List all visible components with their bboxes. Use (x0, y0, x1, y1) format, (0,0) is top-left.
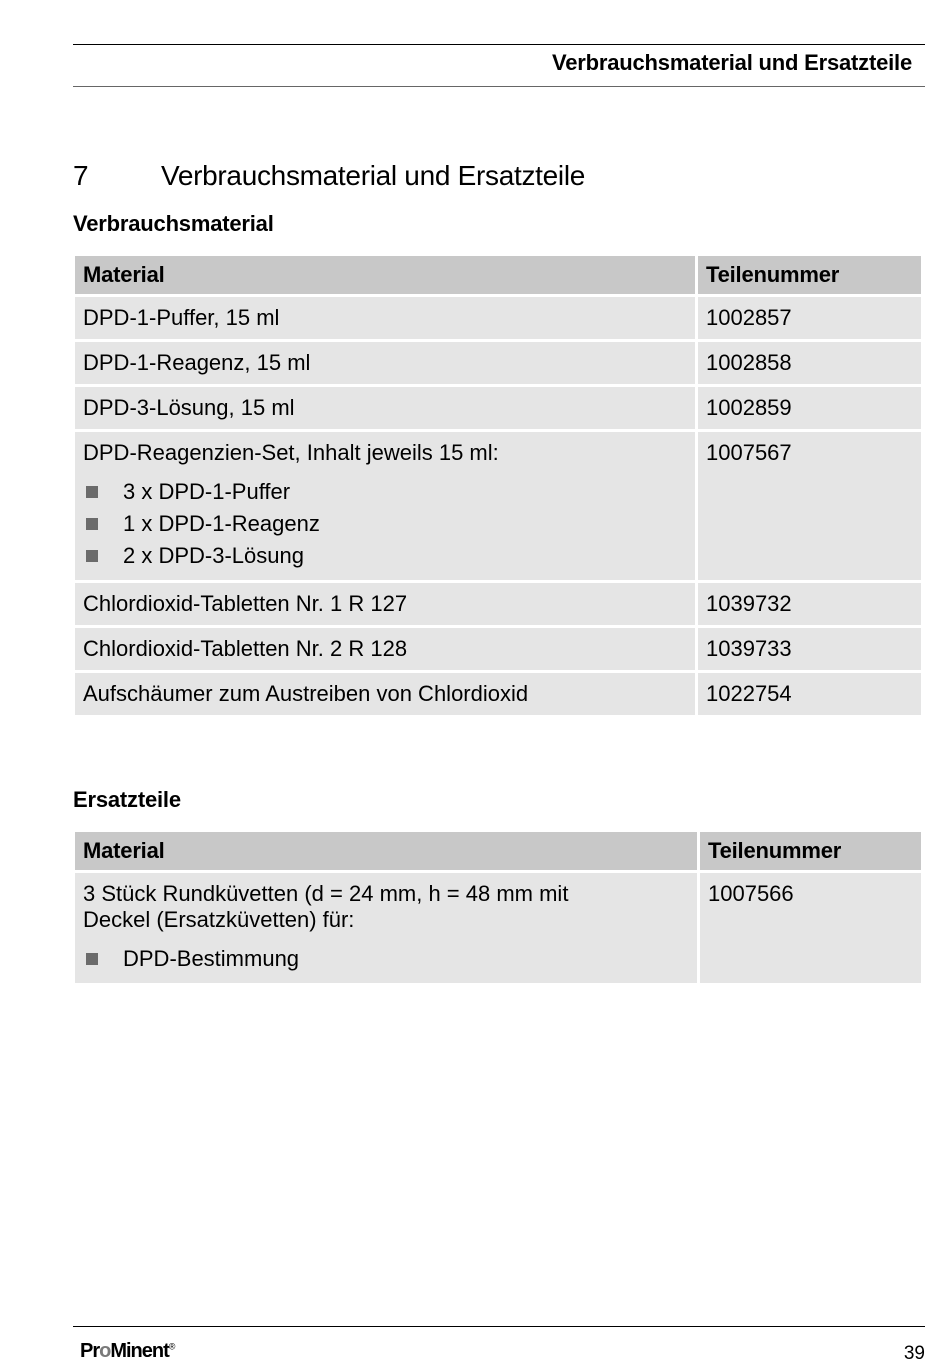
material-cell: Aufschäumer zum Austreiben von Chlordioxid (75, 673, 695, 715)
kit-contents-list (83, 476, 687, 572)
square-bullet-icon (86, 550, 98, 562)
material-cell: DPD-3-Lösung, 15 ml (75, 387, 695, 429)
page-number: 39 (903, 1343, 925, 1364)
footer-rule (73, 1326, 925, 1327)
table-header-row (75, 256, 921, 294)
part-number-cell: 1007566 (700, 873, 921, 983)
column-header-part-number: Teilenummer (698, 256, 921, 294)
prominent-logo: ProMinent® (80, 1340, 175, 1362)
part-number-cell: 1002858 (698, 342, 921, 384)
column-header-material: Material (75, 832, 697, 870)
column-header-material: Material (75, 256, 695, 294)
material-text: DPD-Reagenzien-Set, Inhalt jeweils 15 ml: (83, 440, 499, 465)
spare-parts-table (72, 829, 924, 986)
header-rule-bottom (73, 86, 925, 87)
list-item (83, 508, 687, 540)
table-row (75, 628, 921, 670)
part-number-cell: 1039732 (698, 583, 921, 625)
chapter-heading (73, 160, 585, 192)
part-number-cell: 1002859 (698, 387, 921, 429)
part-number-cell: 1002857 (698, 297, 921, 339)
consumables-table (72, 253, 924, 718)
material-cell: DPD-1-Puffer, 15 ml (75, 297, 695, 339)
table-header-row (75, 832, 921, 870)
usage-list (83, 943, 637, 975)
list-item (83, 540, 687, 572)
list-item-text: 3 x DPD-1-Puffer (123, 479, 291, 504)
table-row (75, 387, 921, 429)
material-cell: DPD-1-Reagenz, 15 ml (75, 342, 695, 384)
table-row (75, 342, 921, 384)
table-row (75, 873, 921, 983)
table-row (75, 673, 921, 715)
consumables-heading: Verbrauchsmaterial (73, 211, 274, 236)
material-cell (75, 432, 695, 580)
list-item-text: 2 x DPD-3-Lösung (123, 543, 304, 568)
list-item-text: DPD-Bestimmung (123, 946, 300, 971)
spare-parts-heading: Ersatzteile (73, 787, 181, 812)
list-item-text: 1 x DPD-1-Reagenz (123, 511, 320, 536)
part-number-cell: 1022754 (698, 673, 921, 715)
table-row (75, 297, 921, 339)
column-header-part-number: Teilenummer (700, 832, 921, 870)
chapter-number: 7 (73, 160, 89, 191)
chapter-title: Verbrauchsmaterial und Ersatzteile (161, 160, 586, 191)
material-cell: Chlordioxid-Tabletten Nr. 1 R 127 (75, 583, 695, 625)
part-number-cell: 1007567 (698, 432, 921, 580)
material-cell: Chlordioxid-Tabletten Nr. 2 R 128 (75, 628, 695, 670)
running-header: Verbrauchsmaterial und Ersatzteile (551, 50, 912, 75)
list-item (83, 943, 637, 975)
table-row (75, 583, 921, 625)
part-number-cell: 1039733 (698, 628, 921, 670)
table-row (75, 432, 921, 580)
list-item (83, 476, 687, 508)
material-cell (75, 873, 697, 983)
square-bullet-icon (86, 953, 98, 965)
square-bullet-icon (86, 518, 98, 530)
square-bullet-icon (86, 486, 98, 498)
header-rule-top (73, 44, 925, 45)
material-text: 3 Stück Rundküvetten (d = 24 mm, h = 48 mm mit Deckel (Ersatzküvetten) für: (83, 881, 569, 932)
